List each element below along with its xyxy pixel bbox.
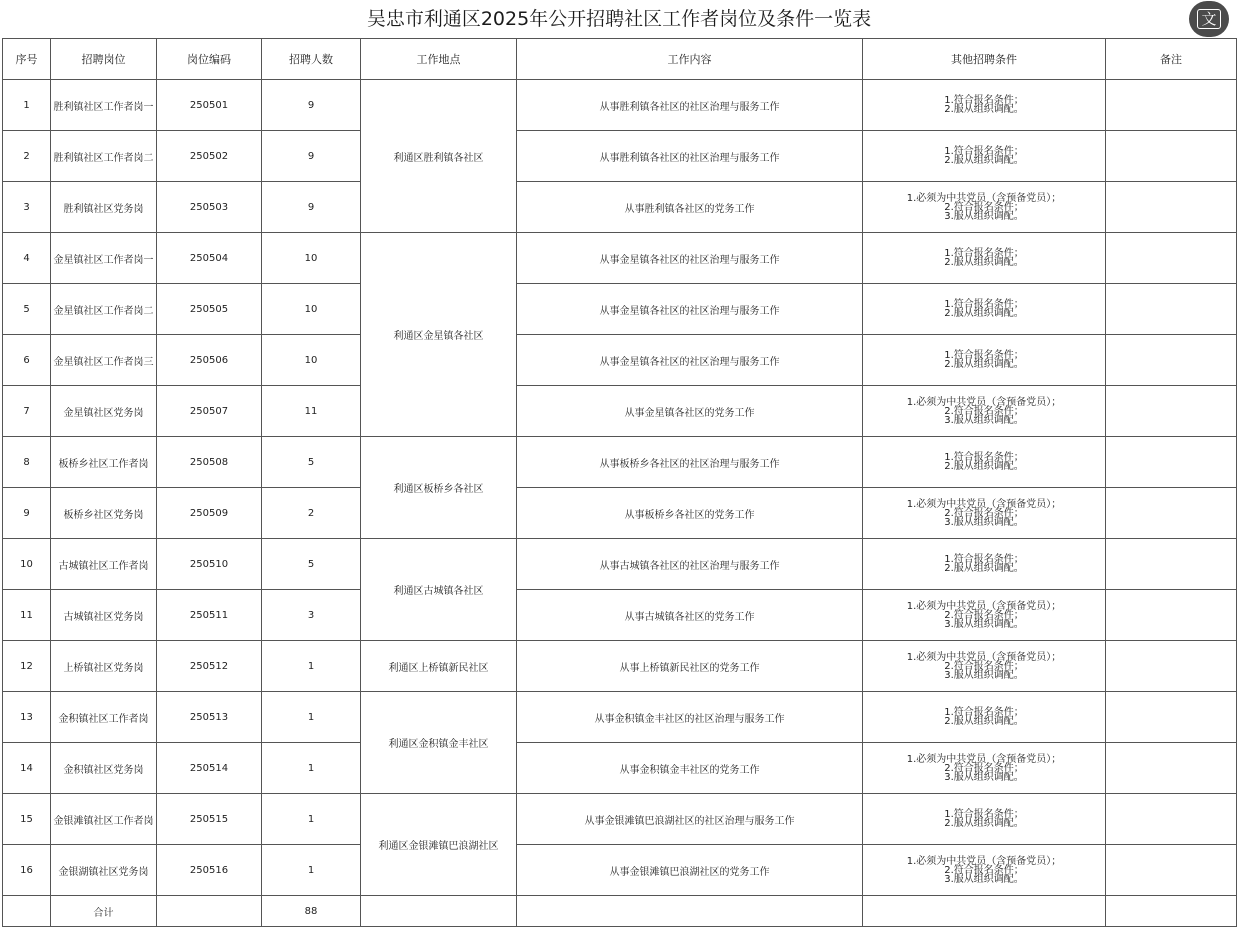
row-number: 2 (3, 131, 51, 182)
table-row (3, 845, 1237, 896)
recruit-count: 9 (262, 131, 361, 182)
table-row (3, 437, 1237, 488)
condition-line: 3.服从组织调配。 (944, 516, 1024, 528)
table-row (3, 743, 1237, 794)
total-row (3, 896, 1237, 927)
post-code: 250503 (157, 182, 262, 233)
row-number: 4 (3, 233, 51, 284)
post-name: 金积镇社区工作者岗 (51, 692, 157, 743)
post-name: 金星镇社区工作者岗三 (51, 335, 157, 386)
work-content: 从事板桥乡各社区的社区治理与服务工作 (517, 437, 863, 488)
condition-line: 1.符合报名条件； (944, 248, 1024, 259)
condition-line: 1.必须为中共党员（含预备党员）； (906, 651, 1062, 663)
translate-icon: 文 (1197, 9, 1220, 29)
work-content: 从事古城镇各社区的社区治理与服务工作 (517, 539, 863, 590)
table-row (3, 80, 1237, 131)
condition-line: 3.服从组织调配。 (944, 771, 1024, 783)
post-code: 250501 (157, 80, 262, 131)
condition-line: 2.服从组织调配。 (944, 461, 1024, 472)
condition-line: 2.符合报名条件； (944, 507, 1024, 519)
condition-line: 2.符合报名条件； (944, 864, 1024, 876)
other-conditions (863, 794, 1106, 845)
notes (1106, 182, 1237, 233)
condition-line: 2.服从组织调配。 (944, 563, 1024, 574)
post-name: 古城镇社区党务岗 (51, 590, 157, 641)
work-content: 从事胜利镇各社区的党务工作 (517, 182, 863, 233)
other-conditions (863, 233, 1106, 284)
condition-line: 1.符合报名条件； (944, 95, 1024, 106)
work-content: 从事胜利镇各社区的社区治理与服务工作 (517, 80, 863, 131)
recruit-count: 9 (262, 80, 361, 131)
notes (1106, 590, 1237, 641)
notes (1106, 437, 1237, 488)
post-code: 250516 (157, 845, 262, 896)
work-content: 从事金银滩镇巴浪湖社区的党务工作 (517, 845, 863, 896)
condition-line: 3.服从组织调配。 (944, 618, 1024, 630)
other-conditions (863, 845, 1106, 896)
post-code: 250504 (157, 233, 262, 284)
table-row (3, 335, 1237, 386)
total-label: 合计 (51, 896, 157, 927)
work-location: 利通区板桥乡各社区 (361, 437, 517, 539)
recruit-count: 1 (262, 794, 361, 845)
post-code: 250502 (157, 131, 262, 182)
work-content: 从事胜利镇各社区的社区治理与服务工作 (517, 131, 863, 182)
condition-line: 1.必须为中共党员（含预备党员）； (906, 855, 1062, 867)
work-content: 从事金积镇金丰社区的党务工作 (517, 743, 863, 794)
row-number: 7 (3, 386, 51, 437)
condition-line: 1.符合报名条件； (944, 350, 1024, 361)
other-conditions (863, 539, 1106, 590)
table-row (3, 539, 1237, 590)
recruitment-table (2, 38, 1237, 927)
recruit-count: 1 (262, 743, 361, 794)
other-conditions (863, 488, 1106, 539)
notes (1106, 80, 1237, 131)
work-location: 利通区金银滩镇巴浪湖社区 (361, 794, 517, 896)
row-number: 6 (3, 335, 51, 386)
other-conditions (863, 131, 1106, 182)
condition-line: 3.服从组织调配。 (944, 414, 1024, 426)
notes (1106, 641, 1237, 692)
work-content: 从事金星镇各社区的社区治理与服务工作 (517, 335, 863, 386)
other-conditions (863, 80, 1106, 131)
table-row (3, 182, 1237, 233)
condition-line: 2.服从组织调配。 (944, 359, 1024, 370)
translate-button[interactable] (1189, 1, 1229, 37)
work-content: 从事金星镇各社区的社区治理与服务工作 (517, 284, 863, 335)
total-empty (517, 896, 863, 927)
condition-line: 2.服从组织调配。 (944, 104, 1024, 115)
post-code: 250512 (157, 641, 262, 692)
row-number: 14 (3, 743, 51, 794)
condition-line: 3.服从组织调配。 (944, 210, 1024, 222)
condition-line: 2.服从组织调配。 (944, 155, 1024, 166)
col-header-location: 工作地点 (361, 39, 517, 80)
work-content: 从事金星镇各社区的社区治理与服务工作 (517, 233, 863, 284)
recruit-count: 10 (262, 284, 361, 335)
other-conditions (863, 590, 1106, 641)
work-location: 利通区金星镇各社区 (361, 233, 517, 437)
condition-line: 1.符合报名条件； (944, 809, 1024, 820)
work-content: 从事古城镇各社区的党务工作 (517, 590, 863, 641)
post-name: 金银滩镇社区工作者岗 (51, 794, 157, 845)
recruit-count: 5 (262, 437, 361, 488)
post-code: 250511 (157, 590, 262, 641)
table-row (3, 386, 1237, 437)
recruit-count: 3 (262, 590, 361, 641)
notes (1106, 539, 1237, 590)
work-content: 从事金积镇金丰社区的社区治理与服务工作 (517, 692, 863, 743)
condition-line: 3.服从组织调配。 (944, 873, 1024, 885)
table-row (3, 590, 1237, 641)
col-header-post: 招聘岗位 (51, 39, 157, 80)
post-code: 250510 (157, 539, 262, 590)
other-conditions (863, 284, 1106, 335)
other-conditions (863, 641, 1106, 692)
table-row (3, 131, 1237, 182)
recruit-count: 1 (262, 845, 361, 896)
post-name: 上桥镇社区党务岗 (51, 641, 157, 692)
notes (1106, 794, 1237, 845)
notes (1106, 233, 1237, 284)
row-number: 16 (3, 845, 51, 896)
condition-line: 2.符合报名条件； (944, 201, 1024, 213)
row-number: 1 (3, 80, 51, 131)
post-code: 250505 (157, 284, 262, 335)
col-header-notes: 备注 (1106, 39, 1237, 80)
condition-line: 2.服从组织调配。 (944, 257, 1024, 268)
recruit-count: 10 (262, 335, 361, 386)
notes (1106, 131, 1237, 182)
condition-line: 2.服从组织调配。 (944, 818, 1024, 829)
work-location: 利通区胜利镇各社区 (361, 80, 517, 233)
post-name: 板桥乡社区工作者岗 (51, 437, 157, 488)
condition-line: 1.必须为中共党员（含预备党员）； (906, 396, 1062, 408)
table-row (3, 488, 1237, 539)
col-header-code: 岗位编码 (157, 39, 262, 80)
notes (1106, 386, 1237, 437)
col-header-content: 工作内容 (517, 39, 863, 80)
row-number: 9 (3, 488, 51, 539)
condition-line: 2.符合报名条件； (944, 660, 1024, 672)
total-empty (361, 896, 517, 927)
total-empty (1106, 896, 1237, 927)
post-name: 板桥乡社区党务岗 (51, 488, 157, 539)
post-name: 胜利镇社区工作者岗二 (51, 131, 157, 182)
page-title: 吴忠市利通区2025年公开招聘社区工作者岗位及条件一览表 (366, 8, 872, 30)
post-name: 金积镇社区党务岗 (51, 743, 157, 794)
post-name: 胜利镇社区党务岗 (51, 182, 157, 233)
recruit-count: 9 (262, 182, 361, 233)
work-content: 从事金银滩镇巴浪湖社区的社区治理与服务工作 (517, 794, 863, 845)
condition-line: 1.符合报名条件； (944, 452, 1024, 463)
header-row (3, 39, 1237, 80)
work-content: 从事上桥镇新民社区的党务工作 (517, 641, 863, 692)
condition-line: 2.符合报名条件； (944, 762, 1024, 774)
condition-line: 1.必须为中共党员（含预备党员）； (906, 192, 1062, 204)
condition-line: 3.服从组织调配。 (944, 669, 1024, 681)
total-empty (157, 896, 262, 927)
col-header-no: 序号 (3, 39, 51, 80)
notes (1106, 845, 1237, 896)
post-name: 胜利镇社区工作者岗一 (51, 80, 157, 131)
condition-line: 2.符合报名条件； (944, 609, 1024, 621)
notes (1106, 692, 1237, 743)
recruit-count: 5 (262, 539, 361, 590)
post-code: 250514 (157, 743, 262, 794)
col-header-conditions: 其他招聘条件 (863, 39, 1106, 80)
recruit-count: 10 (262, 233, 361, 284)
total-empty (863, 896, 1106, 927)
row-number: 8 (3, 437, 51, 488)
post-name: 金银湖镇社区党务岗 (51, 845, 157, 896)
condition-line: 2.服从组织调配。 (944, 716, 1024, 727)
recruit-count: 1 (262, 692, 361, 743)
condition-line: 1.必须为中共党员（含预备党员）； (906, 498, 1062, 510)
notes (1106, 284, 1237, 335)
post-name: 金星镇社区党务岗 (51, 386, 157, 437)
table-row (3, 692, 1237, 743)
work-content: 从事金星镇各社区的党务工作 (517, 386, 863, 437)
condition-line: 1.必须为中共党员（含预备党员）； (906, 600, 1062, 612)
row-number: 5 (3, 284, 51, 335)
post-name: 金星镇社区工作者岗二 (51, 284, 157, 335)
recruit-count: 11 (262, 386, 361, 437)
condition-line: 1.符合报名条件； (944, 707, 1024, 718)
table-row (3, 284, 1237, 335)
row-number: 11 (3, 590, 51, 641)
condition-line: 2.服从组织调配。 (944, 308, 1024, 319)
recruit-count: 1 (262, 641, 361, 692)
post-code: 250508 (157, 437, 262, 488)
other-conditions (863, 692, 1106, 743)
other-conditions (863, 335, 1106, 386)
work-content: 从事板桥乡各社区的党务工作 (517, 488, 863, 539)
table-body (3, 80, 1237, 927)
post-name: 古城镇社区工作者岗 (51, 539, 157, 590)
condition-line: 1.符合报名条件； (944, 146, 1024, 157)
row-number: 13 (3, 692, 51, 743)
total-empty (3, 896, 51, 927)
col-header-count: 招聘人数 (262, 39, 361, 80)
post-code: 250515 (157, 794, 262, 845)
row-number: 15 (3, 794, 51, 845)
recruit-count: 2 (262, 488, 361, 539)
condition-line: 1.必须为中共党员（含预备党员）； (906, 753, 1062, 765)
work-location: 利通区上桥镇新民社区 (361, 641, 517, 692)
other-conditions (863, 182, 1106, 233)
table-row (3, 641, 1237, 692)
post-code: 250513 (157, 692, 262, 743)
row-number: 3 (3, 182, 51, 233)
work-location: 利通区古城镇各社区 (361, 539, 517, 641)
notes (1106, 743, 1237, 794)
row-number: 12 (3, 641, 51, 692)
post-code: 250507 (157, 386, 262, 437)
notes (1106, 488, 1237, 539)
table-row (3, 233, 1237, 284)
condition-line: 1.符合报名条件； (944, 299, 1024, 310)
other-conditions (863, 437, 1106, 488)
row-number: 10 (3, 539, 51, 590)
notes (1106, 335, 1237, 386)
post-name: 金星镇社区工作者岗一 (51, 233, 157, 284)
post-code: 250506 (157, 335, 262, 386)
other-conditions (863, 743, 1106, 794)
condition-line: 1.符合报名条件； (944, 554, 1024, 565)
total-count: 88 (262, 896, 361, 927)
condition-line: 2.符合报名条件； (944, 405, 1024, 417)
work-location: 利通区金积镇金丰社区 (361, 692, 517, 794)
post-code: 250509 (157, 488, 262, 539)
other-conditions (863, 386, 1106, 437)
table-row (3, 794, 1237, 845)
